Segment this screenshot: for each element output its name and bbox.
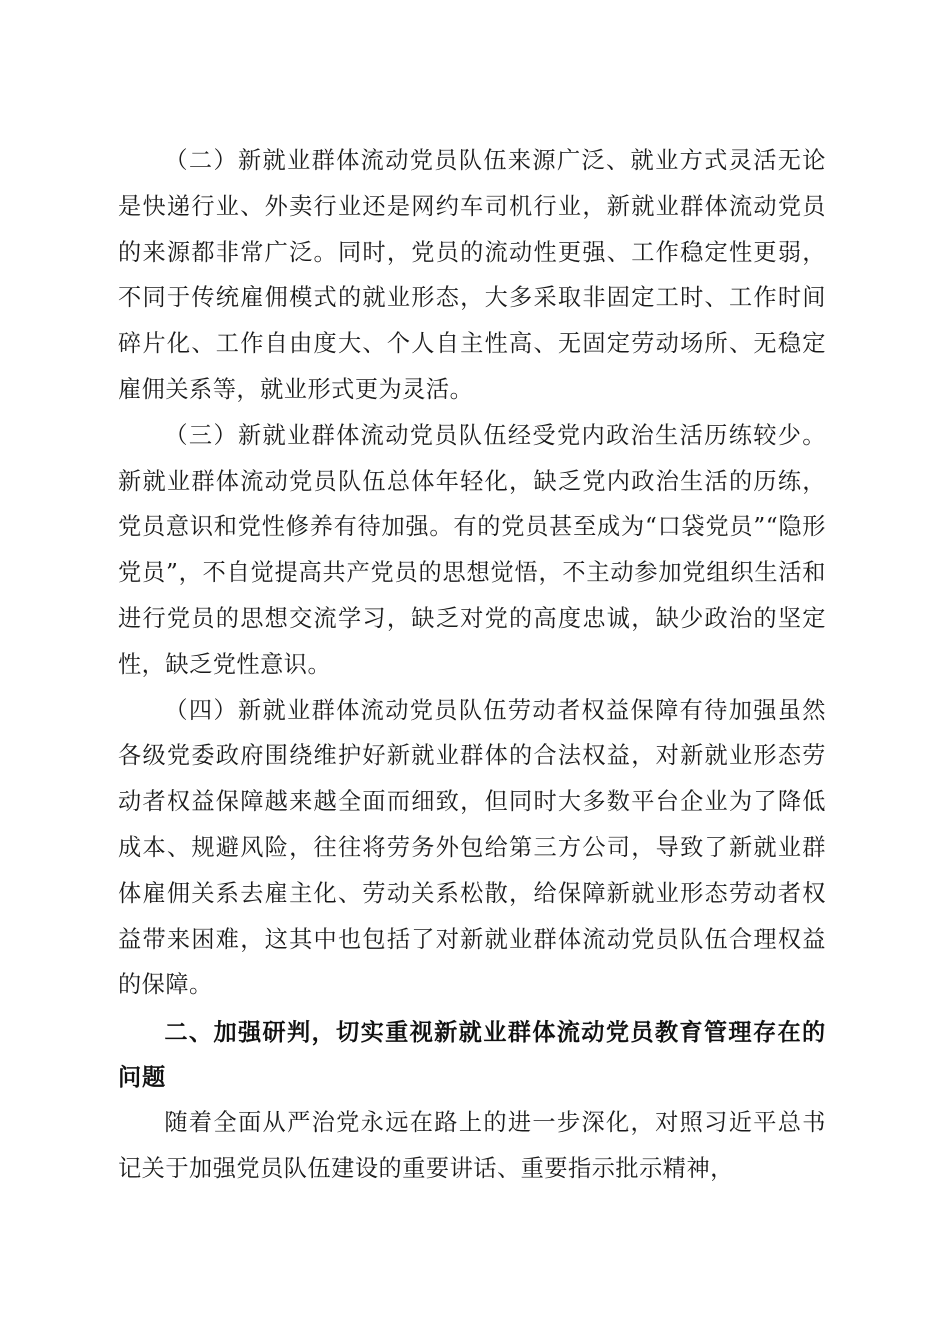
paragraph-closing: 随着全面从严治党永远在路上的进一步深化，对照习近平总书记关于加强党员队伍建设的重要讲话、重要指示批示精神， (118, 1109, 826, 1182)
paragraph-party-member-sources: （二）新就业群体流动党员队伍来源广泛、就业方式灵活无论是快递行业、外卖行业还是网约车司机行业，新就业群体流动党员的来源都非常广泛。同时，党员的流动性更强、工作稳定性更弱，不同于传统雇佣模式的就业形态，大多采取非固定工时、工作时间碎片化、工作自由度大、个人自主性高、无固定劳动场所、无稳定雇佣关系等，就业形式更为灵活。 (118, 147, 826, 403)
document-body (118, 138, 826, 1192)
paragraph-worker-rights: （四）新就业群体流动党员队伍劳动者权益保障有待加强虽然各级党委政府围绕维护好新就业群体的合法权益，对新就业形态劳动者权益保障越来越全面而细致，但同时大多数平台企业为了降低成本、规避风险，往往将劳务外包给第三方公司，导致了新就业群体雇佣关系去雇主化、劳动关系松散，给保障新就业形态劳动者权益带来困难，这其中也包括了对新就业群体流动党员队伍合理权益的保障。 (118, 696, 826, 999)
paragraph-political-life-training: （三）新就业群体流动党员队伍经受党内政治生活历练较少。新就业群体流动党员队伍总体年轻化，缺乏党内政治生活的历练，党员意识和党性修养有待加强。有的党员甚至成为“口袋党员”“隐形党员”，不自觉提高共产党员的思想觉悟，不主动参加党组织生活和进行党员的思想交流学习，缺乏对党的高度忠诚，缺少政治的坚定性，缺乏党性意识。 (118, 421, 826, 678)
section-heading: 二、加强研判，切实重视新就业群体流动党员教育管理存在的问题 (118, 1019, 826, 1092)
